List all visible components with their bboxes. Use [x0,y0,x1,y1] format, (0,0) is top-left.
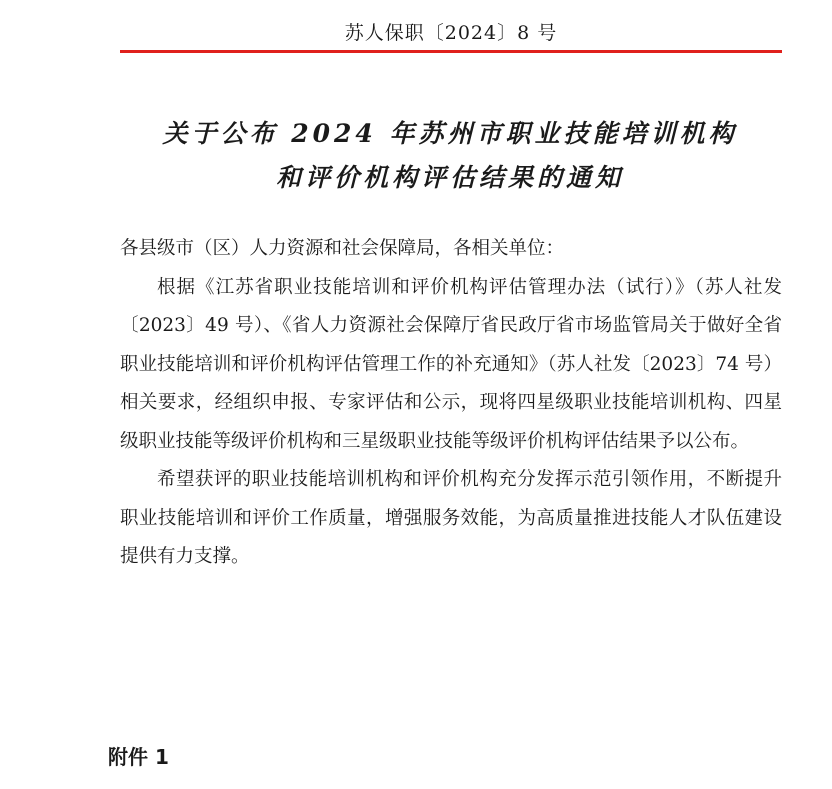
title-line-1: 关于公布 2024 年苏州市职业技能培训机构 [162,119,738,148]
document-body [120,230,782,577]
document-title [115,112,785,200]
body-paragraph-1: 根据《江苏省职业技能培训和评价机构评估管理办法（试行）》（苏人社发〔2023〕49 号）、《省人力资源社会保障厅省民政厅省市场监管局关于做好全省职业技能培训和评价机构评估管理工作的补充通知》（苏人社发〔2023〕74 号）相关要求，经组织申报、专家评估和公示，现将四星级职业技能培训机构、四星级职业技能等级评价机构和三星级职业技能等级评价机构评估结果予以公布。 [120,276,782,452]
annex-label: 附件 1 [108,745,169,769]
title-line-2: 和评价机构评估结果的通知 [275,163,624,192]
salutation: 各县级市（区）人力资源和社会保障局，各相关单位： [120,238,565,259]
red-header-rule [120,50,782,53]
body-paragraph-2: 希望获评的职业技能培训机构和评价机构充分发挥示范引领作用，不断提升职业技能培训和评价工作质量，增强服务效能，为高质量推进技能人才队伍建设提供有力支撑。 [120,469,782,567]
document-number: 苏人保职〔2024〕8 号 [344,22,558,44]
